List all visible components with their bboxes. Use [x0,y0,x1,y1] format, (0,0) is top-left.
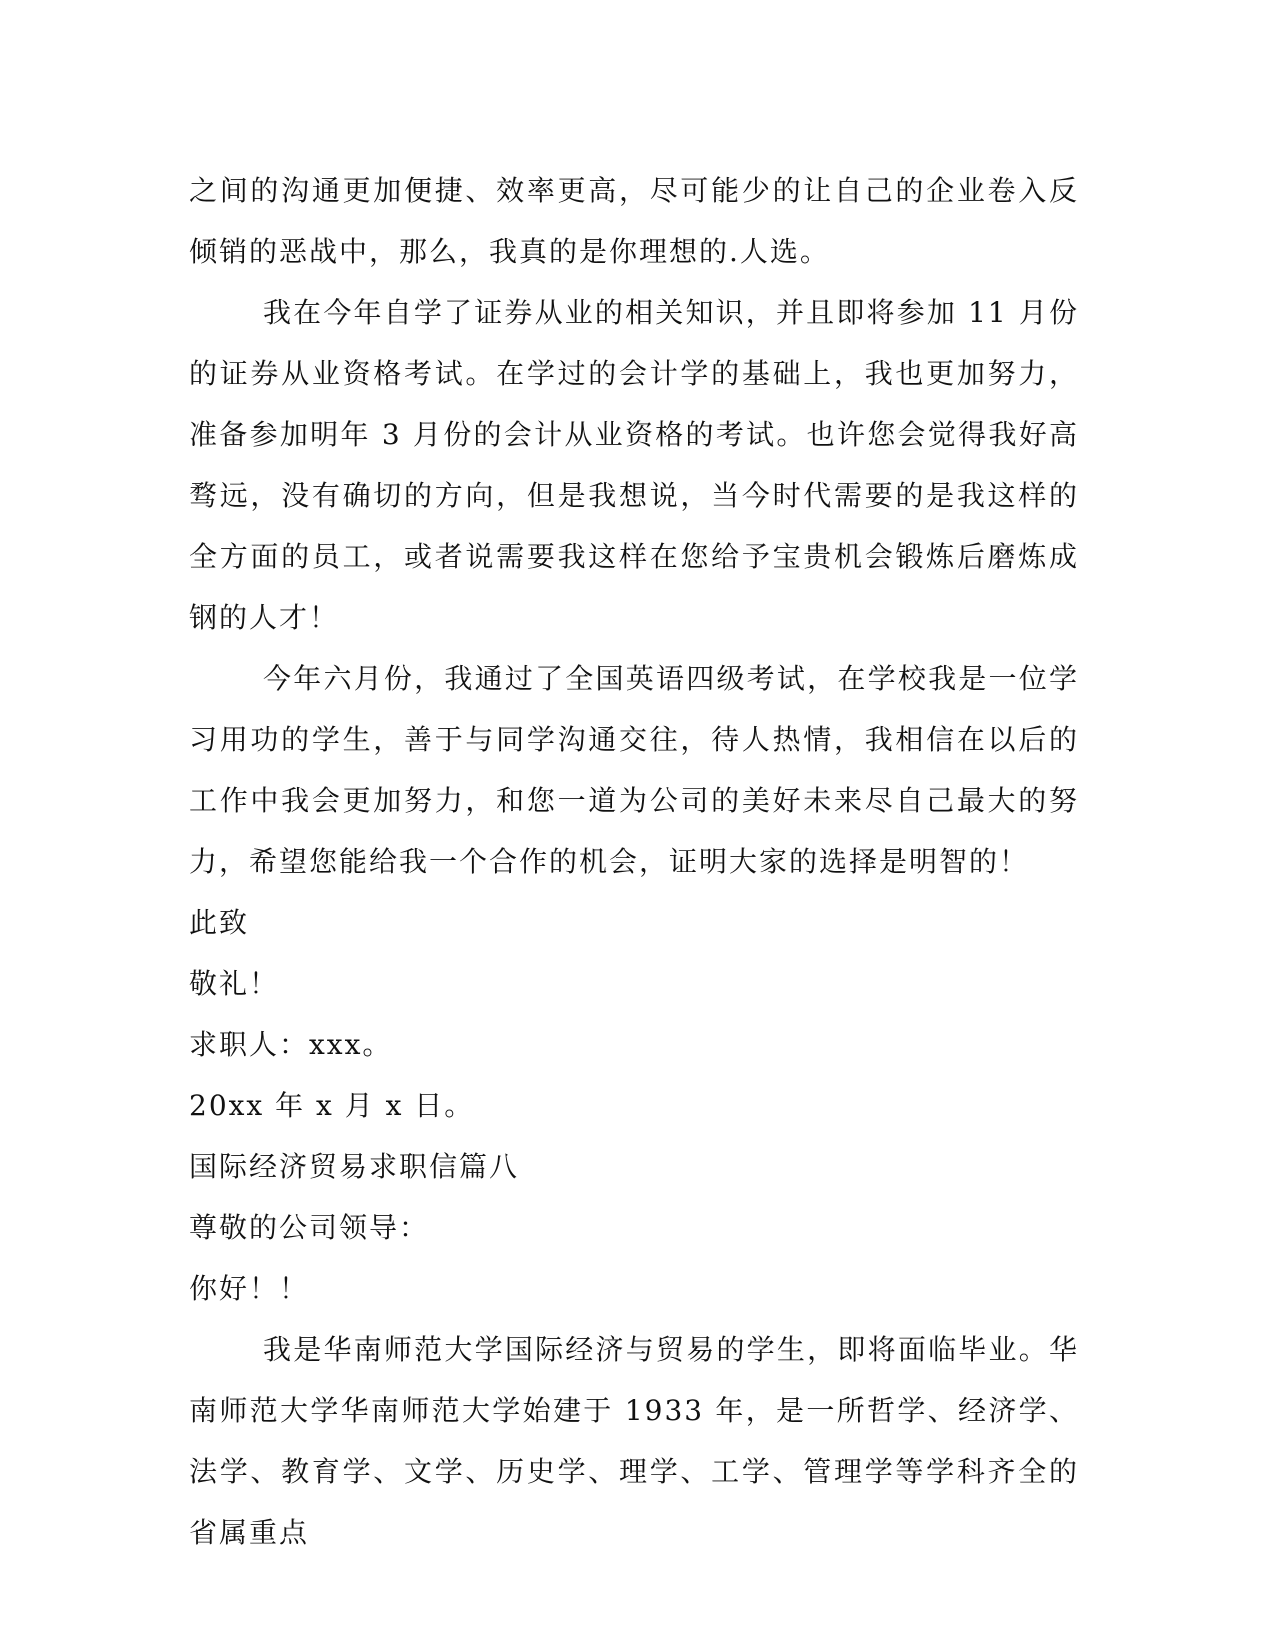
section-title: 国际经济贸易求职信篇八 [189,1150,520,1183]
paragraph-english-exam: 今年六月份，我通过了全国英语四级考试，在学校我是一位学习用功的学生，善于与同学沟通交往，待人热情，我相信在以后的工作中我会更加努力，和您一道为公司的美好未来尽自己最大的努力，希望您能给我一个合作的机会，证明大家的选择是明智的！ [189,662,1079,878]
document-body [189,160,1079,1563]
paragraph-continuation: 之间的沟通更加便捷、效率更高，尽可能少的让自己的企业卷入反倾销的恶战中，那么，我真的是你理想的.人选。 [189,174,1079,268]
greeting-recipient: 尊敬的公司领导： [189,1211,430,1244]
signer-line: 求职人：xxx。 [189,1028,393,1061]
closing-respect: 敬礼！ [189,967,280,1000]
closing-salutation: 此致 [189,906,250,939]
date-line: 20xx 年 x 月 x 日。 [189,1089,475,1122]
paragraph-securities-study: 我在今年自学了证券从业的相关知识，并且即将参加 11 月份的证券从业资格考试。在学过的会计学的基础上，我也更加努力，准备参加明年 3 月份的会计从业资格的考试。也许您会觉得我好高骛远，没有确切的方向，但是我想说，当今时代需要的是我这样的全方面的员工，或者说需要我这样在您给予宝贵机会锻炼后磨炼成钢的人才！ [189,296,1079,634]
greeting-line: 你好！！ [189,1272,310,1305]
paragraph-university-intro: 我是华南师范大学国际经济与贸易的学生，即将面临毕业。华南师范大学华南师范大学始建于 1933 年，是一所哲学、经济学、法学、教育学、文学、历史学、理学、工学、管理学等学科齐全的省属重点 [189,1333,1079,1549]
